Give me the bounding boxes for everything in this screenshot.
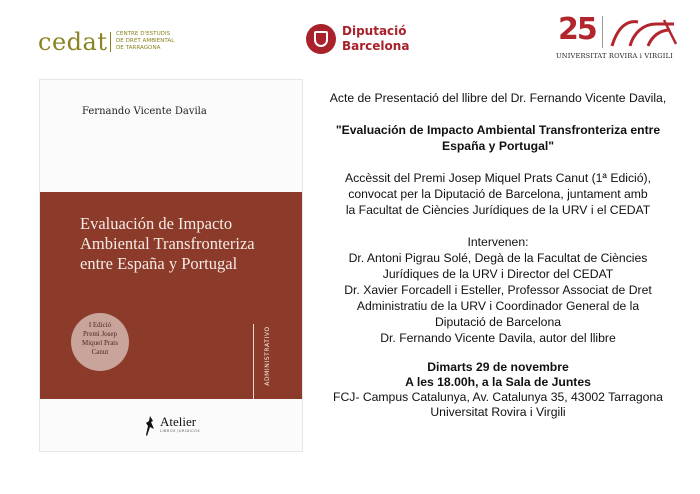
speaker-line: Administratiu de la URV i Coordinador General de la (356, 299, 640, 313)
cedat-divider (110, 32, 111, 52)
diputacio-seal-icon (306, 24, 336, 54)
urv-divider (602, 16, 603, 48)
award-line: la Facultat de Ciències Jurídiques de la URV i el CEDAT (345, 203, 651, 217)
award-badge-line: Canut (91, 348, 109, 356)
award-line: Accèssit del Premi Josep Miquel Prats Canut (1ª Edició), (345, 171, 651, 185)
book-title-line: entre España y Portugal (80, 254, 238, 273)
announcement (306, 90, 690, 420)
event-address: FCJ- Campus Catalunya, Av. Catalunya 35, 43002 Tarragona (333, 390, 663, 404)
book-cover (40, 80, 302, 451)
publisher-logo (144, 413, 214, 439)
book-title-line: Evaluación de Impacto (80, 214, 233, 233)
cedat-logo (38, 28, 198, 56)
speaker-line: Diputació de Barcelona (434, 315, 562, 329)
urv-anniversary-mark: 25 (558, 12, 596, 47)
award-badge (71, 313, 129, 371)
book-title (80, 214, 290, 274)
award-line: convocat per la Diputació de Barcelona, juntament amb (348, 187, 648, 201)
speaker-line: Dr. Antoni Pigrau Solé, Degà de la Facultat de Ciències (348, 251, 648, 265)
publisher-figure-icon (144, 415, 156, 437)
book-title-line: Ambiental Transfronteriza (80, 234, 255, 253)
diputacio-line: Diputació (342, 24, 407, 38)
cedat-wordmark: cedat (38, 28, 108, 56)
cedat-subtitle (116, 31, 174, 52)
diputacio-wordmark (342, 24, 409, 53)
diputacio-logo (306, 22, 416, 56)
urv-emblem-icon (608, 16, 680, 48)
award-badge-line: Premi Josep (82, 330, 118, 338)
book-title-quote-line: España y Portugal" (441, 139, 555, 153)
event-time-place: A les 18.00h, a la Sala de Juntes (405, 375, 591, 389)
book-series: ADMINISTRATIVO (264, 326, 271, 386)
event-university: Universitat Rovira i Virgili (430, 405, 566, 419)
diputacio-line: Barcelona (342, 38, 410, 53)
urv-name: UNIVERSITAT ROVIRA i VIRGILI (556, 52, 673, 60)
speaker-line: Dr. Xavier Forcadell i Esteller, Professor Associat de Dret (344, 283, 652, 297)
publisher-subtitle: LIBROS JURIDICOS (160, 429, 201, 433)
speaker-line: Jurídiques de la URV i Director del CEDAT (382, 267, 614, 281)
intro-line: Acte de Presentació del llibre del Dr. Fernando Vicente Davila, (329, 91, 667, 105)
series-divider (253, 324, 254, 399)
award-badge-line: I Edició (88, 321, 112, 329)
book-cover-band (40, 192, 302, 399)
speaker-line: Dr. Fernando Vicente Davila, autor del llibre (380, 331, 616, 345)
cedat-subtitle-line: CENTRE D'ESTUDIS (116, 31, 171, 37)
cedat-subtitle-line: DE TARRAGONA (116, 45, 161, 51)
cedat-subtitle-line: DE DRET AMBIENTAL (116, 38, 175, 44)
publisher-name: Atelier (160, 414, 197, 429)
award-badge-line: Miquel Prats (82, 339, 118, 347)
book-author: Fernando Vicente Davila (82, 106, 207, 117)
urv-logo (556, 14, 686, 64)
event-date: Dimarts 29 de novembre (427, 360, 569, 374)
book-title-quote-line: "Evaluación de Impacto Ambiental Transfronteriza entre (335, 123, 661, 137)
speakers-heading: Intervenen: (467, 235, 529, 249)
